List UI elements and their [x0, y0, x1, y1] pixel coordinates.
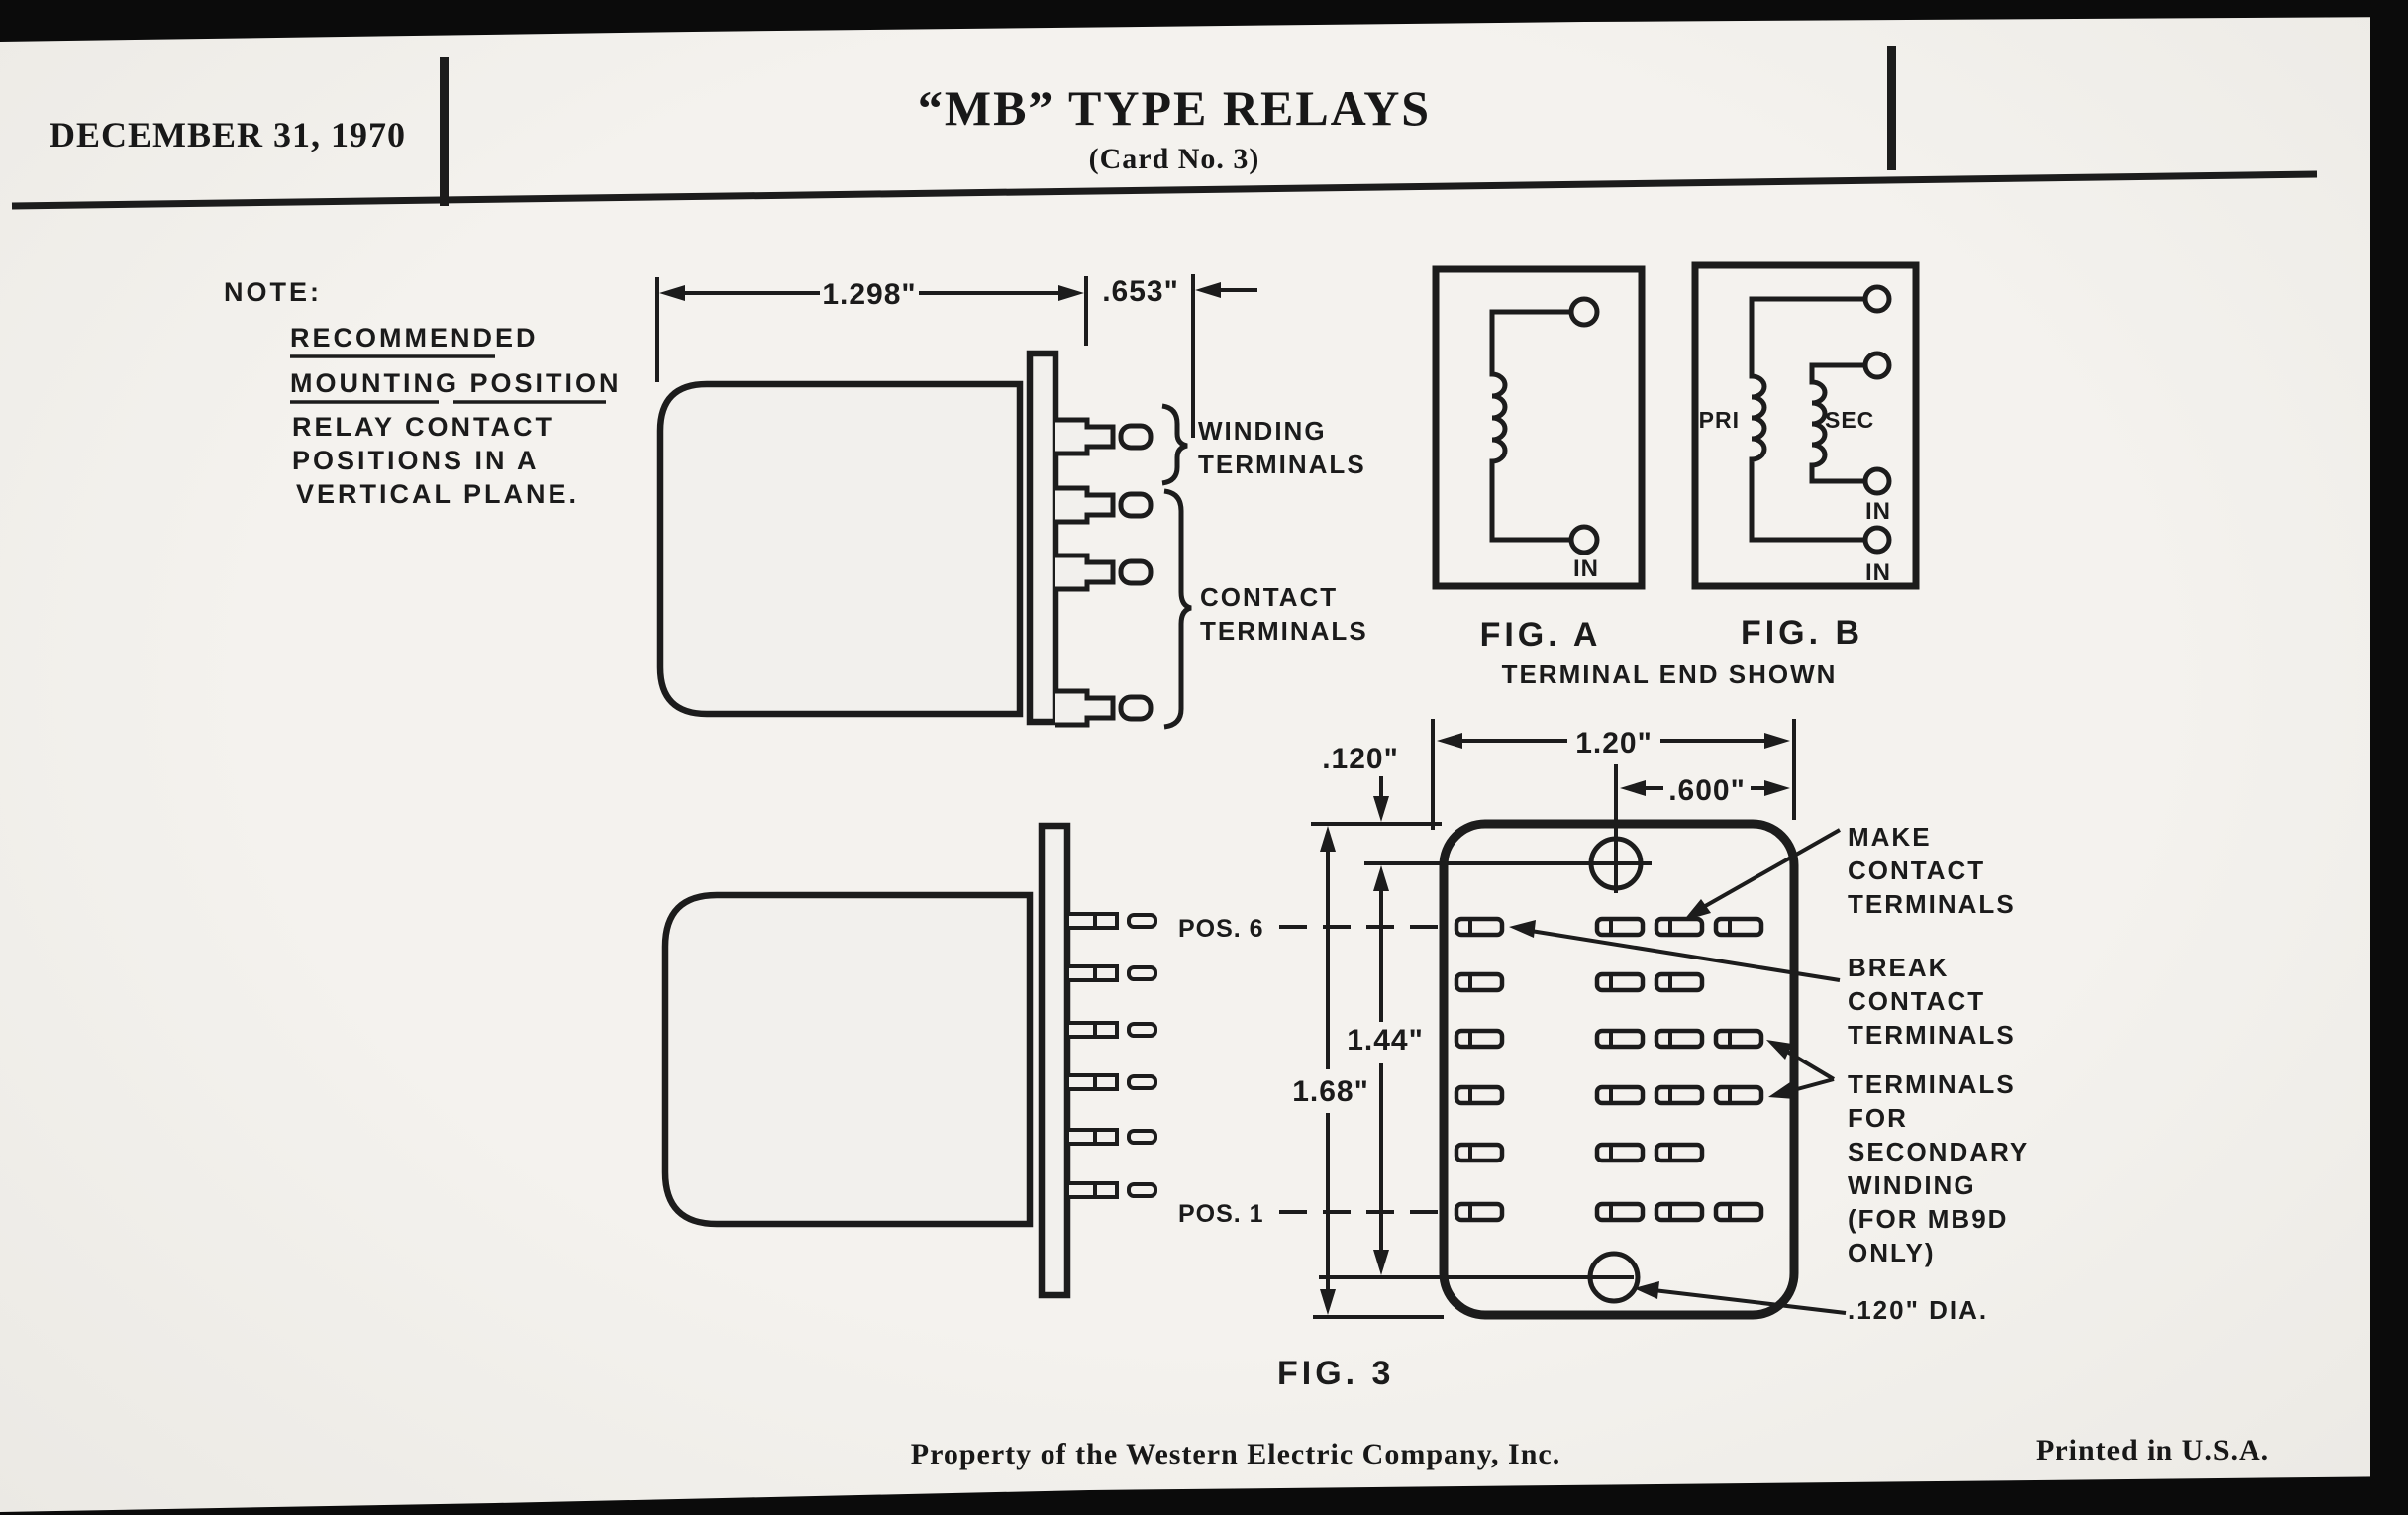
relay-body — [665, 895, 1030, 1224]
header — [12, 46, 2317, 206]
contact-terminals-label: TERMINALS — [1200, 616, 1368, 646]
svg-text:FOR: FOR — [1848, 1103, 1908, 1133]
winding-brace — [1162, 406, 1187, 483]
mounting-note — [224, 277, 622, 509]
secondary-winding-slot — [1716, 1087, 1761, 1103]
terminal-end-caption: TERMINAL END SHOWN — [1501, 659, 1838, 689]
terminal-slot — [1656, 974, 1702, 990]
fig3-caption: FIG. 3 — [1277, 1355, 1395, 1392]
header-divider-left — [440, 57, 449, 206]
dimension-value: 1.20" — [1575, 727, 1653, 759]
dimension-value: 1.298" — [822, 278, 917, 311]
mounting-plate — [1042, 826, 1067, 1295]
scan-band-right — [2370, 0, 2408, 1515]
terminal-slot — [1597, 1204, 1643, 1220]
dimension-base-width — [1437, 727, 1790, 759]
note-line: RELAY CONTACT — [292, 412, 555, 442]
svg-text:(FOR MB9D: (FOR MB9D — [1848, 1204, 2009, 1234]
svg-text:ONLY): ONLY) — [1848, 1238, 1936, 1267]
svg-text:WINDING: WINDING — [1848, 1170, 1976, 1200]
winding-terminal-pin — [1055, 420, 1151, 454]
dimension-value: .120" — [1322, 743, 1399, 775]
property-notice: Property of the Western Electric Company, Inc. — [910, 1438, 1561, 1470]
mounting-plate — [1030, 354, 1055, 722]
dimension-body-width — [657, 276, 1086, 382]
page-title: “MB” TYPE RELAYS — [917, 80, 1432, 136]
pos1-label: POS. 1 — [1178, 1200, 1264, 1228]
dimension-value: 1.44" — [1347, 1024, 1424, 1057]
relay-pin — [1067, 1075, 1155, 1089]
header-date: DECEMBER 31, 1970 — [50, 115, 407, 154]
dimension-terminal-length — [1102, 274, 1257, 438]
terminal-slot — [1456, 974, 1502, 990]
terminal-slot — [1656, 1204, 1702, 1220]
make-contact-leader — [1683, 830, 1840, 921]
in-label: IN — [1865, 498, 1891, 525]
dimension-value: .653" — [1102, 275, 1179, 308]
break-contact-slot — [1456, 919, 1502, 935]
svg-text:TERMINALS: TERMINALS — [1848, 889, 2016, 919]
contact-terminal-pin — [1055, 488, 1151, 522]
scan-band-bottom — [0, 1476, 2408, 1515]
hole-dia-leader — [1634, 1281, 1846, 1313]
svg-text:TERMINALS: TERMINALS — [1848, 1069, 2016, 1099]
terminal-slot — [1597, 974, 1643, 990]
dimension-hole-to-edge — [1620, 774, 1790, 807]
page-subtitle: (Card No. 3) — [1088, 143, 1260, 175]
note-line: POSITIONS IN A — [292, 446, 540, 475]
terminal-slot — [1716, 1204, 1761, 1220]
terminal-circle — [1865, 287, 1889, 311]
hole-dia-label: .120" DIA. — [1848, 1295, 1989, 1325]
sec-label: SEC — [1825, 407, 1875, 433]
svg-text:BREAK: BREAK — [1848, 953, 1950, 982]
dimension-value: 1.68" — [1292, 1075, 1369, 1108]
terminal-slot — [1456, 1145, 1502, 1161]
terminal-slot — [1716, 919, 1761, 935]
svg-text:MAKE: MAKE — [1848, 822, 1932, 852]
secondary-winding-leader — [1766, 1040, 1834, 1099]
fig-b-schematic — [1695, 265, 1916, 652]
break-contact-label — [1848, 953, 2016, 1050]
note-line: VERTICAL PLANE. — [296, 479, 580, 509]
svg-text:CONTACT: CONTACT — [1848, 856, 1986, 885]
terminal-circle — [1865, 469, 1889, 493]
terminal-slot — [1656, 1087, 1702, 1103]
terminal-slot — [1597, 1145, 1643, 1161]
terminal-circle — [1865, 354, 1889, 377]
fig-b-caption: FIG. B — [1740, 614, 1864, 652]
terminal-slot — [1597, 919, 1643, 935]
relay-base-outline — [1444, 824, 1794, 1315]
make-contact-label — [1848, 822, 2016, 919]
note-line: MOUNTING POSITION — [290, 368, 622, 398]
dimension-value: .600" — [1668, 774, 1746, 807]
fig3-plan-view — [1277, 719, 2029, 1392]
terminal-slot — [1656, 1031, 1702, 1047]
terminal-circle — [1571, 527, 1597, 553]
svg-text:TERMINALS: TERMINALS — [1848, 1020, 2016, 1050]
note-line: RECOMMENDED — [290, 323, 539, 353]
secondary-winding-label — [1848, 1069, 2029, 1267]
fig-a-caption: FIG. A — [1479, 616, 1602, 654]
terminal-slot — [1597, 1087, 1643, 1103]
printed-notice: Printed in U.S.A. — [2036, 1434, 2270, 1466]
winding-coil — [1492, 312, 1571, 540]
dimension-outer-height — [1292, 826, 1369, 1315]
contact-brace — [1164, 491, 1191, 727]
relay-side-view — [657, 274, 1368, 727]
svg-text:CONTACT: CONTACT — [1848, 986, 1986, 1016]
relay-pin — [1067, 966, 1155, 980]
relay-pin — [1067, 1130, 1155, 1144]
terminal-slot — [1656, 1145, 1702, 1161]
terminal-slot — [1597, 1031, 1643, 1047]
pri-label: PRI — [1698, 407, 1740, 433]
relay-body — [660, 384, 1020, 714]
svg-text:SECONDARY: SECONDARY — [1848, 1137, 2030, 1166]
terminal-slot-grid — [1456, 919, 1761, 1220]
contact-terminal-pin — [1055, 556, 1151, 589]
relay-pin — [1067, 1023, 1155, 1037]
contact-terminal-pin — [1055, 691, 1151, 725]
fig3-relay-side-view — [665, 826, 1454, 1295]
in-label: IN — [1573, 556, 1599, 582]
terminal-circle — [1865, 528, 1889, 552]
relay-pin — [1067, 914, 1155, 928]
header-divider-right — [1887, 46, 1896, 170]
winding-terminals-label: TERMINALS — [1198, 450, 1366, 479]
terminal-slot — [1456, 1087, 1502, 1103]
note-label: NOTE: — [224, 277, 322, 307]
make-contact-slot — [1656, 919, 1702, 935]
scan-band-top — [0, 0, 2408, 42]
pos6-label: POS. 6 — [1178, 915, 1264, 943]
terminal-slot — [1456, 1204, 1502, 1220]
terminal-slot — [1456, 1031, 1502, 1047]
fig-a-schematic — [1436, 269, 1642, 654]
in-label: IN — [1865, 559, 1891, 586]
secondary-winding-slot — [1716, 1031, 1761, 1047]
winding-terminals-label: WINDING — [1198, 416, 1327, 446]
header-rule — [12, 174, 2317, 206]
dimension-hole-offset — [1322, 743, 1399, 822]
relay-pin — [1067, 1183, 1155, 1197]
contact-terminals-label: CONTACT — [1200, 582, 1339, 612]
terminal-circle — [1571, 299, 1597, 325]
footer — [911, 1434, 2269, 1470]
